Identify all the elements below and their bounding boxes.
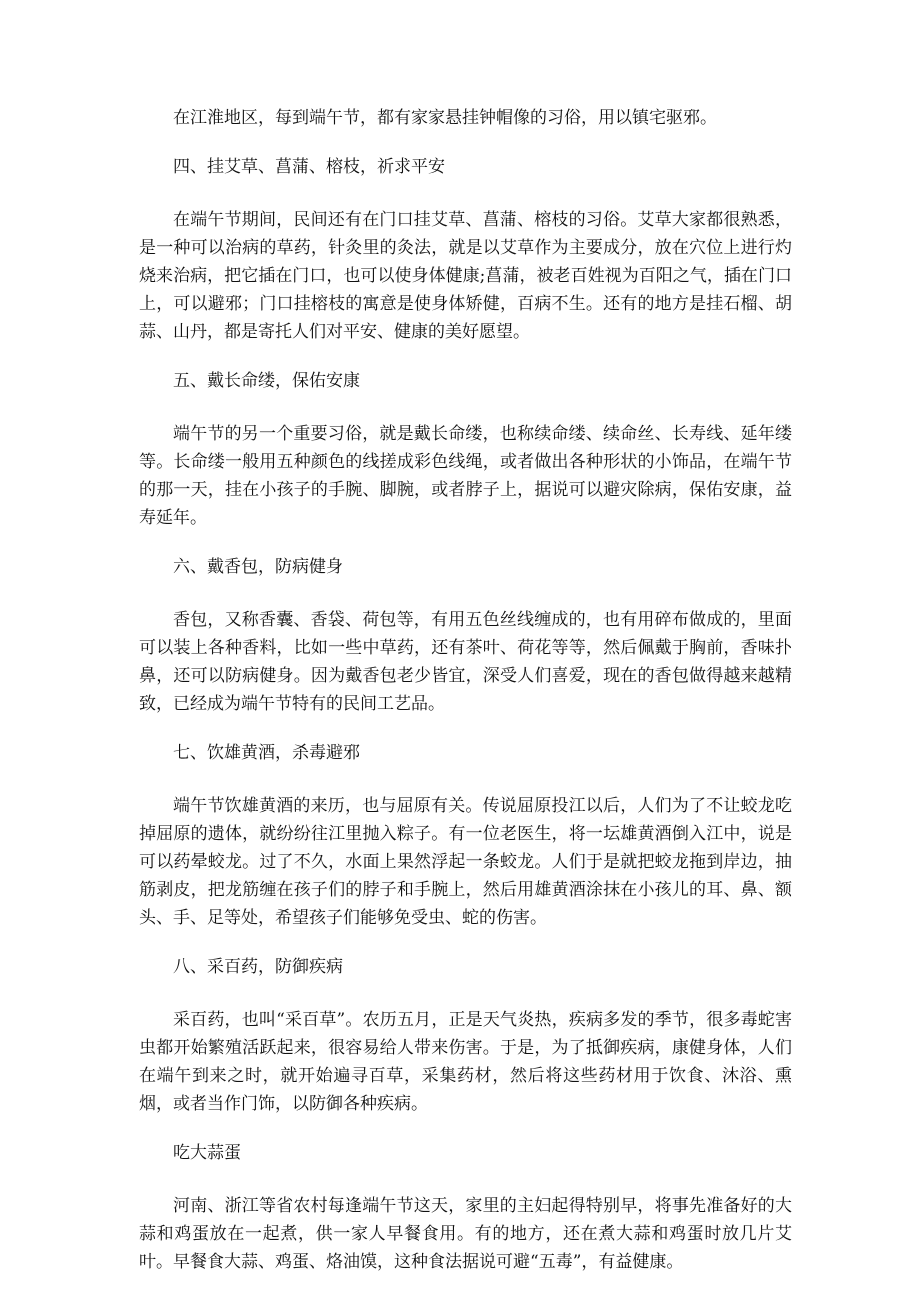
section-body-5: 端午节的另一个重要习俗，就是戴长命缕，也称续命缕、续命丝、长寿线、延年缕等。长命缕一般用五种颜色的线搓成彩色线绳，或者做出各种形状的小饰品，在端午节的那一天，挂在小孩子的手腕、脚腕，或者脖子上，据说可以避灾除病，保佑安康，益寿延年。: [139, 424, 792, 528]
document-body: [139, 104, 792, 1276]
section-body-7: 端午节饮雄黄酒的来历，也与屈原有关。传说屈原投江以后，人们为了不让蛟龙吃掉屈原的遗体，就纷纷往江里抛入粽子。有一位老医生，将一坛雄黄酒倒入江中，说是可以药晕蛟龙。过了不久，水面上果然浮起一条蛟龙。人们于是就把蛟龙拖到岸边，抽筋剥皮，把龙筋缠在孩子们的脖子和手腕上，然后用雄黄酒涂抹在小孩儿的耳、鼻、额头、手、足等处，希望孩子们能够免受虫、蛇的伤害。: [139, 796, 792, 928]
paragraph-gap: [139, 181, 792, 206]
paragraph-gap: [139, 718, 792, 739]
paragraph-gap: [139, 981, 792, 1006]
paragraph-gap: [139, 1118, 792, 1139]
paragraph-gap: [139, 1167, 792, 1192]
paragraph-gap: [139, 395, 792, 420]
section-body-4: 在端午节期间，民间还有在门口挂艾草、菖蒲、榕枝的习俗。艾草大家都很熟悉，是一种可以治病的草药，针灸里的灸法，就是以艾草作为主要成分，放在穴位上进行灼烧来治病，把它插在门口，也可以使身体健康;菖蒲，被老百姓视为百阳之气，插在门口上，可以避邪；门口挂榕枝的寓意是使身体矫健，百病不生。还有的地方是挂石榴、胡蒜、山丹，都是寄托人们对平安、健康的美好愿望。: [139, 210, 792, 342]
paragraph-gap: [139, 767, 792, 792]
intro-paragraph: 在江淮地区，每到端午节，都有家家悬挂钟帽像的习俗，用以镇宅驱邪。: [173, 108, 717, 128]
section-body-8: 采百药，也叫“采百草”。农历五月，正是天气炎热，疾病多发的季节，很多毒蛇害虫都开始繁殖活跃起来，很容易给人带来伤害。于是，为了抵御疾病，康健身体，人们在端午到来之时，就开始遍寻百草，采集药材，然后将这些药材用于饮食、沐浴、熏烟，或者当作门饰，以防御各种疾病。: [139, 1010, 792, 1114]
section-heading-6: 六、戴香包，防病健身: [173, 557, 343, 577]
section-heading-8: 八、采百药，防御疾病: [173, 957, 343, 977]
section-body-garlic-egg: 河南、浙江等省农村每逢端午节这天，家里的主妇起得特别早，将事先准备好的大蒜和鸡蛋放在一起煮，供一家人早餐食用。有的地方，还在煮大蒜和鸡蛋时放几片艾叶。早餐食大蒜、鸡蛋、烙油馍，这种食法据说可避“五毒”，有益健康。: [139, 1196, 792, 1272]
section-heading-5: 五、戴长命缕，保佑安康: [173, 371, 360, 391]
section-heading-7: 七、饮雄黄酒，杀毒避邪: [173, 743, 360, 763]
section-heading-4: 四、挂艾草、菖蒲、榕枝，祈求平安: [173, 157, 445, 177]
paragraph-gap: [139, 581, 792, 606]
section-heading-garlic-egg: 吃大蒜蛋: [173, 1143, 241, 1163]
paragraph-gap: [139, 346, 792, 367]
paragraph-gap: [139, 132, 792, 153]
paragraph-gap: [139, 932, 792, 953]
paragraph-gap: [139, 532, 792, 553]
section-body-6: 香包，又称香囊、香袋、荷包等，有用五色丝线缠成的，也有用碎布做成的，里面可以装上各种香料，比如一些中草药，还有茶叶、荷花等等，然后佩戴于胸前，香味扑鼻，还可以防病健身。因为戴香包老少皆宜，深受人们喜爱，现在的香包做得越来越精致，已经成为端午节特有的民间工艺品。: [139, 610, 792, 714]
